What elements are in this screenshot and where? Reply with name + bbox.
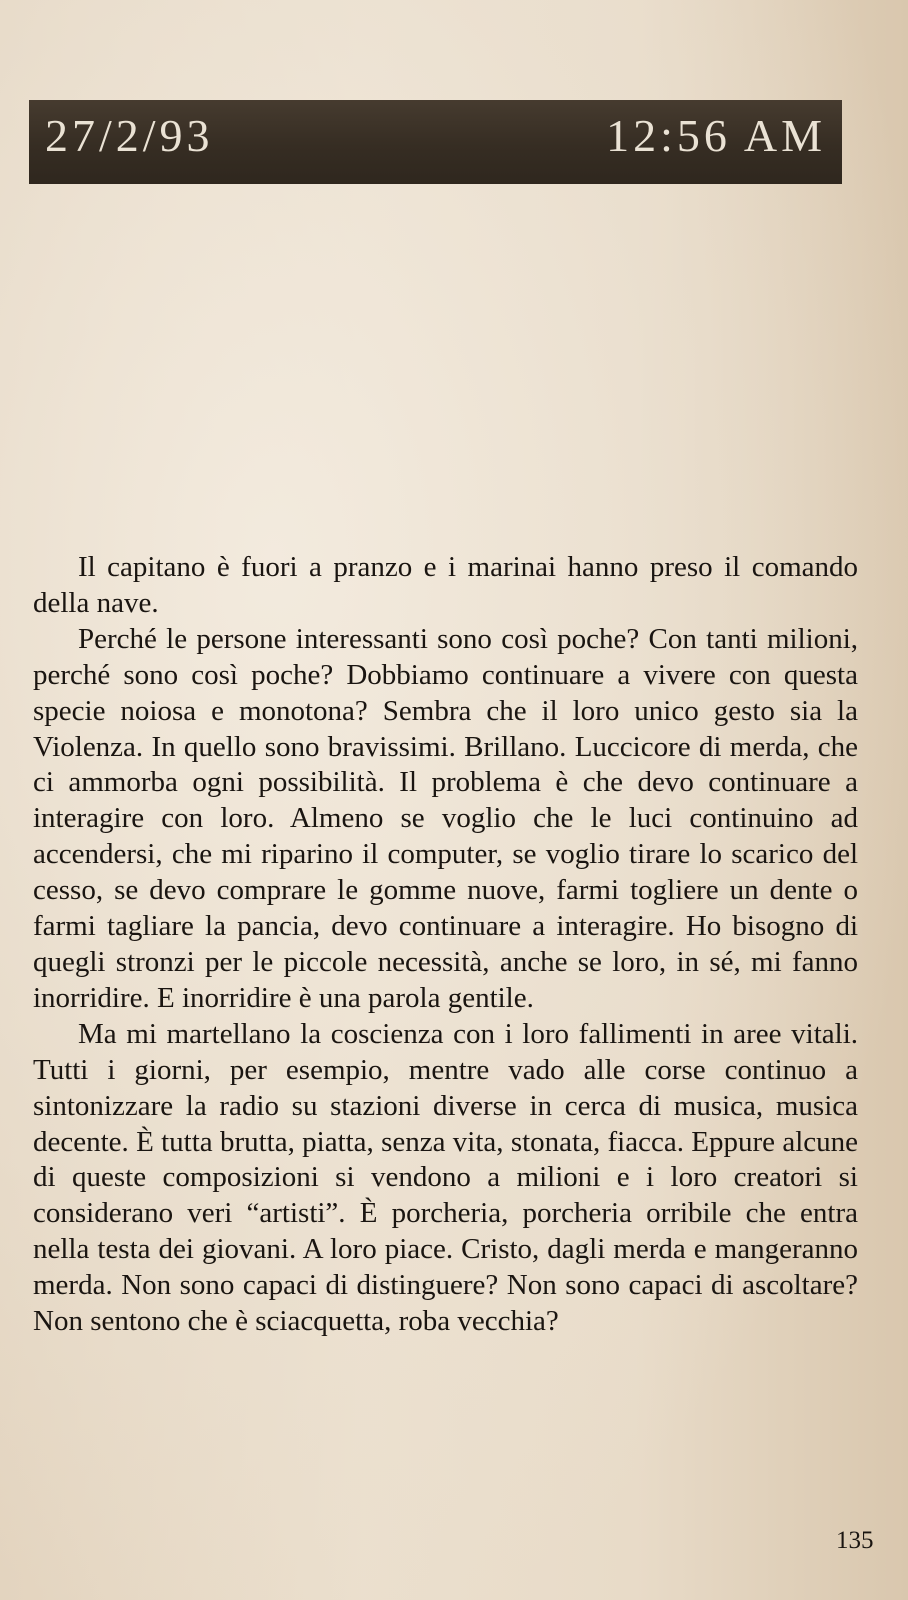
- paragraph-1: Il capitano è fuori a pranzo e i marinai hanno preso il comando della nave.: [33, 551, 858, 619]
- entry-date: 27/2/93: [45, 110, 214, 161]
- entry-time: 12:56 AM: [606, 110, 826, 161]
- paragraph-3: Ma mi martellano la coscienza con i loro fallimenti in aree vitali. Tutti i giorni, per esempio, mentre vado alle corse continuo a sintonizzare la radio su stazioni diverse in cerca di musica, musica decente. È tutta brutta, piatta, senza vita, stonata, fiacca. Eppure alcune di queste composizioni si vendono a milioni e i loro creatori si considerano veri “artisti”. È porcheria, porcheria orribile che entra nella testa dei giovani. A loro piace. Cristo, dagli merda e mangeranno merda. Non sono capaci di distinguere? Non sono capaci di ascoltare? Non sentono che è sciacquetta, roba vecchia?: [33, 1017, 858, 1338]
- body-text: [33, 550, 858, 1340]
- paragraph-2: Perché le persone interessanti sono così poche? Con tanti milioni, perché sono così poche? Dobbiamo continuare a vivere con questa specie noiosa e monotona? Sembra che il loro unico gesto sia la Violenza. In quello sono bravissimi. Brillano. Luccicore di merda, che ci ammorba ogni possibilità. Il problema è che devo continuare a interagire con loro. Almeno se voglio che le luci continuino ad accendersi, che mi riparino il computer, se voglio tirare lo scarico del cesso, se devo comprare le gomme nuove, farmi togliere un dente o farmi tagliare la pancia, devo continuare a interagire. Ho bisogno di quegli stronzi per le piccole necessità, anche se loro, in sé, mi fanno inorridire. E inorridire è una parola gentile.: [33, 622, 858, 1014]
- page-number: 135: [836, 1527, 874, 1554]
- entry-header-bar: [29, 100, 842, 184]
